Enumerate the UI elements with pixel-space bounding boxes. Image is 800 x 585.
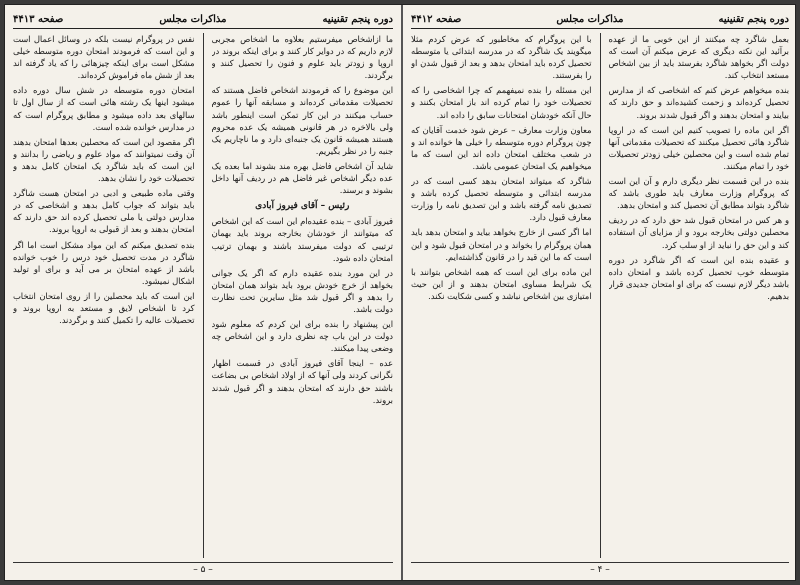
left-page-header	[13, 11, 393, 29]
paragraph: این پیشنهاد را بنده برای این کردم که معلوم شود دولت در این باب چه نظری دارد و این اشخاص چه وضعی پیدا میکنند.	[211, 319, 393, 354]
right-page	[401, 5, 796, 581]
paragraph: شاید آن اشخاص فاضل بهره مند بشوند اما بعده یک عده دیگر اشخاص غیر فاضل هم در ردیف آنها داخل بشوند و برسند.	[211, 160, 393, 196]
right-page-footer: – ۴ –	[411, 562, 789, 576]
left-header-title: مذاکرات مجلس	[159, 14, 227, 25]
paragraph: این ماده برای این است که همه اشخاص بتوانند با یک شرایط مساوی امتحان بدهند و از این حیث امتیازی بین اشخاص نباشد و کسی شکایت نکند.	[411, 266, 592, 301]
paragraph: بنده تصدیق میکنم که این مواد مشکل است اما اگر شاگرد در مدت تحصیل خود درس را خوب خوانده باشد از عهده امتحان بر می آید و برای او تولید اشکال نمیشود.	[13, 239, 195, 286]
paragraph: این مسئله را بنده نمیفهمم که چرا اشخاصی را که تحصیلات خود را تمام کرده اند باز امتحان بکنند و حال آنکه خودشان امتحانات سابق را داده اند.	[411, 85, 592, 120]
paragraph: عده – اینجا آقای فیروز آبادی در قسمت اظهار نگرانی کردند ولی آنها که از اولاد اشخاص بی بضاعت باشند حق دارند که امتحان بدهند و اگر قبول شدند بروند.	[211, 358, 393, 405]
paragraph: این موضوع را که فرمودند اشخاص فاضل هستند که تحصیلات مقدماتی کرده‌اند و مسابقه آنها را عموم حساب میکنند در این کار تمکن است اینطور باشد ولی بالاخره در هر قانونی همیشه یک عده محروم هستند همیشه قانون یک جنبه‌ای دارد و ما ناچاریم یک جنبه را در نظر بگیریم.	[211, 85, 393, 156]
left-page-footer: – ۵ –	[13, 562, 393, 576]
paragraph: و عقیده بنده این است که اگر شاگرد در دوره متوسطه خوب تحصیل کرده باشد و امتحان داده باشد دیگر لازم نیست که برای او امتحان جدیدی قرار بدهیم.	[608, 254, 789, 301]
paragraph: ما ازاشخاص میفرستیم بعلاوه ما اشخاص مجربی لازم داریم که در دوایر کار کنند و برای اینکه بروند در اروپا و زودتر باید علوم و فنون را تحصیل کنند و برگردند.	[211, 34, 393, 81]
left-header-session: دوره پنجم تقنینیه	[322, 14, 393, 25]
left-page-columns	[13, 33, 393, 558]
left-header-page-number: صفحه ۴۴۱۳	[13, 14, 64, 25]
paragraph: این است که باید محصلین را از روی امتحان انتخاب کرد تا اشخاص لایق و مستعد به اروپا بروند و تحصیلات عالیه را تکمیل کنند و برگردند.	[13, 290, 195, 326]
paragraph: بعمل شاگرد چه میکنند از این خوبی ما از عهده برآئید این نکته دیگری که عرض میکنم آن است که دولت اگر بخواهد شاگرد بفرستد باید از بین اشخاص مستعد انتخاب کند.	[608, 34, 789, 81]
paragraph: اگر این ماده را تصویب کنیم این است که در اروپا شاگرد هائی تحصیل میکنند که تحصیلات مقدماتی آنها تمام شده است و این محصلین خیلی زودتر تحصیلات خود را تمام میکنند.	[608, 124, 789, 171]
speaker-heading: رئیس – آقای فیروز آبادی	[255, 201, 350, 212]
paragraph: اما اگر کسی از خارج بخواهد بیاید و امتحان بدهد باید همان پروگرام را بخواند و در امتحان قبول شود و این است که ما این قید را در قانون گذاشته‌ایم.	[411, 227, 592, 262]
paragraph: امتحان دوره متوسطه در شش سال دوره داده میشود اینها یک رشته هائی است که از سال اول تا سالهای بعد داده میشود و مطابق پروگرام است که در مدارس خوانده شده است.	[13, 85, 195, 132]
paragraph: معاون وزارت معارف – عرض شود خدمت آقایان که چون پروگرام دوره متوسطه را خیلی ها خوانده اند و در شعب مختلف امتحان داده اند این است که ما میخواهیم یک امتحان عمومی باشد.	[411, 124, 592, 171]
right-page-columns	[411, 33, 789, 558]
right-page-header	[411, 11, 789, 29]
paragraph: بنده میخواهم عرض کنم که اشخاصی که از مدارس تحصیل کرده‌اند و زحمت کشیده‌اند و حق دارند که بیایند و امتحان بدهند و اگر قبول شدند بروند.	[608, 85, 789, 120]
right-header-session: دوره پنجم تقنینیه	[718, 14, 789, 25]
left-page	[5, 5, 401, 581]
right-page-column-left	[411, 33, 592, 558]
column-divider	[600, 33, 601, 558]
paragraph: اگر مقصود این است که محصلین بعدها امتحان بدهند آن وقت نمیتوانند که مواد علوم و ریاضی را بدانند و این است که باید شاگرد یک امتحان کامل بدهد و تحصیلات خود را نشان بدهد.	[13, 136, 195, 184]
paragraph: با این پروگرام که مخاطبور که عرض کردم مثلا میگویند یک شاگرد که در مدرسه ابتدائی یا متوسطه تحصیل کرده باید امتحان بدهد و بعد از قبول شدن او را بفرستند.	[411, 34, 592, 81]
paragraph: نفس در پروگرام نیست بلکه در وسائل اعمال است و این است که فرمودند امتحان دوره متوسطه خیلی مشکل است برای اینکه چیزهائی را که یاد گرفته اند بعد از شش ماه فراموش کرده‌اند.	[13, 34, 195, 81]
right-page-column-right	[609, 33, 790, 558]
right-header-title: مذاکرات مجلس	[556, 14, 624, 25]
left-page-column-left	[13, 33, 195, 558]
right-header-page-number: صفحه ۴۴۱۲	[411, 14, 462, 25]
paragraph: و هر کس در امتحان قبول شد حق دارد که در ردیف محصلین دولتی بخارجه برود و از مزایای آن استفاده کند و این حق را نباید از او سلب کرد.	[608, 215, 789, 250]
paragraph: در این مورد بنده عقیده دارم که اگر یک جوانی بخواهد از خرج خودش برود باید بتواند همان امتحان را بدهد و اگر قبول شد مثل سایرین تحت نظارت دولت باشد.	[211, 267, 393, 314]
paragraph: فیروز آبادی – بنده عقیده‌ام این است که این اشخاص که میتوانند از خودشان بخارجه بروند باید بهمان ترتیبی که دولت میفرستد باشند و بهمان ترتیب امتحان داده شود.	[211, 216, 393, 263]
paragraph: بنده در این قسمت نظر دیگری دارم و آن این است که پروگرام وزارت معارف باید طوری باشد که شاگرد بتواند مطابق آن تحصیل کند و امتحان بدهد.	[608, 176, 789, 211]
paragraph: شاگرد که میتواند امتحان بدهد کسی است که در مدرسه ابتدائی و متوسطه تحصیل کرده باشد و تصدیق نامه گرفته باشد و این تصدیق نامه را وزارت معارف قبول دارد.	[411, 176, 592, 223]
left-page-column-right	[212, 33, 394, 558]
column-divider	[203, 33, 204, 558]
scanned-document-spread	[4, 4, 796, 581]
paragraph: وقتی ماده طبیعی و ادبی در امتحان هست شاگرد باید بتواند که جواب کامل بدهد و اشخاصی که در مدارس دولتی یا ملی تحصیل کرده اند حق دارند که امتحان بدهند و بعد از قبولی به اروپا بروند.	[13, 188, 195, 235]
